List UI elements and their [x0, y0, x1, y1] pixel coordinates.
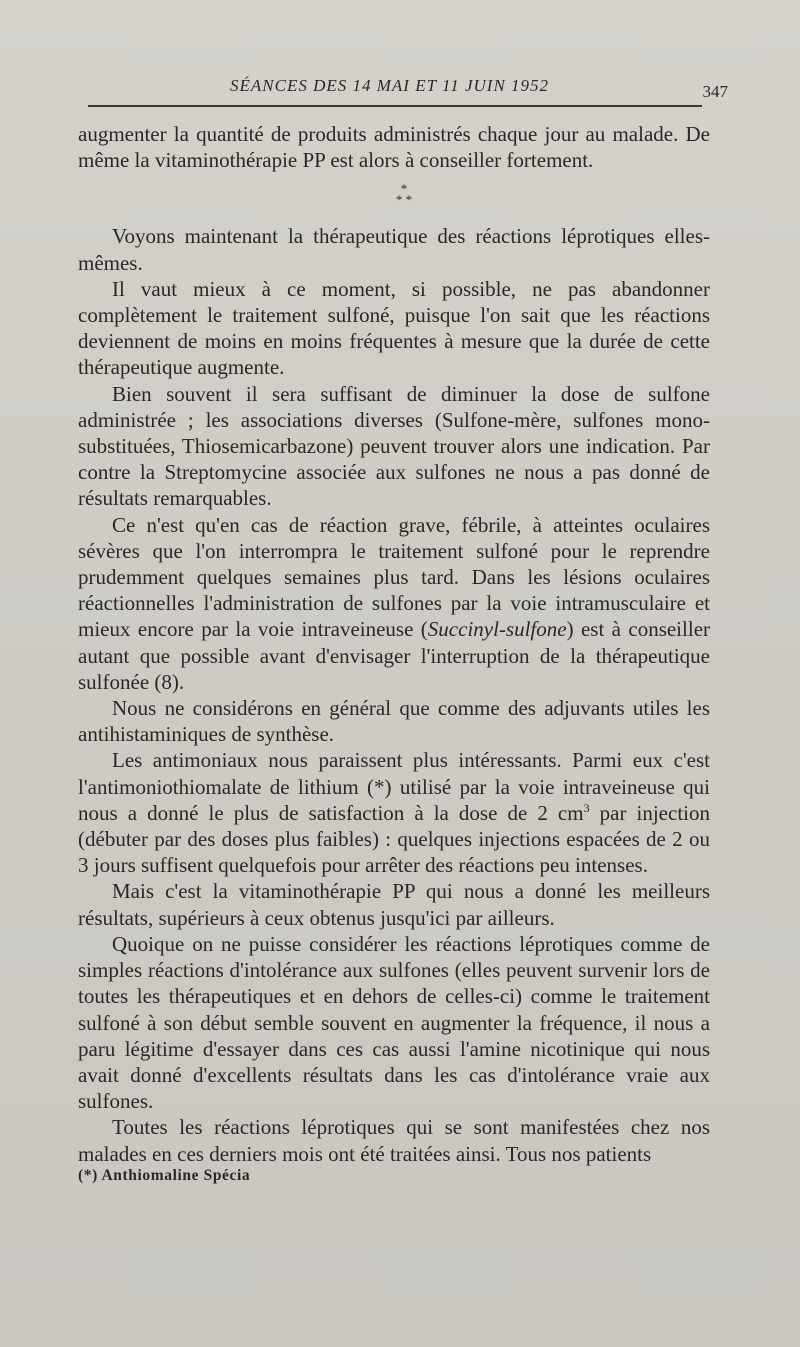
paragraph-4: Bien souvent il sera suffisant de diminuer la dose de sulfone administrée ; les associations diverses (Sulfone-mère, sulfones mono-substituées, Thiosemicarbazone) peuvent trouver alors une indication. Par contre la Streptomycine associée aux sulfones ne nous a pas donné de résultats remarquables.: [78, 381, 710, 511]
section-asterism: [78, 181, 710, 208]
asterism-top: *: [400, 181, 408, 197]
page-number: 347: [702, 82, 728, 101]
footnote: (*) Anthiomaline Spécia: [78, 1167, 251, 1184]
paragraph-2: Voyons maintenant la thérapeutique des réactions léprotiques elles-mêmes.: [78, 224, 710, 275]
paragraph-1: augmenter la quantité de produits administrés chaque jour au malade. De même la vitaminothérapie PP est alors à conseiller fortement.: [78, 122, 710, 173]
running-head: SÉANCES DES 14 MAI ET 11 JUIN 1952: [230, 76, 550, 95]
paragraph-5-text-before: Ce n'est qu'en cas de réaction grave, fébrile, à atteintes oculaires sévères que l'on interrompra le traitement sulfoné pour le reprendre prudemment quelques semaines plus tard. Dans les lésions oculaires réactionnelles l'administration de sulfones par la voie intramusculaire et mieux encore par la voie intraveineuse (: [78, 512, 710, 642]
paragraph-8: Mais c'est la vitaminothérapie PP qui nous a donné les meilleurs résultats, supérieurs à ceux obtenus jusqu'ici par ailleurs.: [78, 879, 710, 930]
header-rule: [88, 105, 702, 107]
paragraph-7-superscript: 3: [583, 800, 590, 815]
paragraph-6: Nous ne considérons en général que comme des adjuvants utiles les antihistaminiques de synthèse.: [78, 696, 710, 747]
body-text: [78, 121, 710, 1167]
paragraph-7-text-after: par injection (débuter par des doses plus faibles) : quelques injections espacées de 2 ou 3 jours suffisent quelquefois pour arrêter des réactions peu intenses.: [78, 800, 710, 878]
paragraph-10: Toutes les réactions léprotiques qui se sont manifestées chez nos malades en ces derniers mois ont été traitées ainsi. Tous nos patients: [78, 1115, 710, 1166]
paragraph-7-text-before: Les antimoniaux nous paraissent plus intéressants. Parmi eux c'est l'antimoniothiomalate de lithium (*) utilisé par la voie intraveineuse qui nous a donné le plus de satisfaction à la dose de 2 cm: [78, 748, 710, 825]
paragraph-9: Quoique on ne puisse considérer les réactions léprotiques comme de simples réactions d'intolérance aux sulfones (elles peuvent survenir lors de toutes les thérapeutiques et en dehors de celles-ci) comme le traitement sulfoné à son début semble souvent en augmenter la fréquence, il nous a paru légitime d'essayer dans ces cas aussi l'amine nicotinique qui nous avait donné d'excellents résultats dans les cas d'intolérance vraie aux sulfones.: [78, 931, 710, 1114]
paragraph-5-text-after: ) est à conseiller autant que possible avant d'envisager l'interruption de la thérapeutique sulfonée (8).: [78, 617, 711, 694]
paragraph-5: [78, 512, 710, 695]
paragraph-5-italic: Succinyl-sulfone: [427, 617, 567, 642]
paragraph-3: Il vaut mieux à ce moment, si possible, ne pas abandonner complètement le traitement sulfoné, puisque l'on sait que les réactions deviennent de moins en moins fréquentes à mesure que la durée de cette thérapeutique augmente.: [78, 276, 710, 380]
paragraph-7: [78, 747, 710, 878]
page-header: [88, 76, 728, 106]
asterism-bottom: * *: [395, 192, 413, 208]
